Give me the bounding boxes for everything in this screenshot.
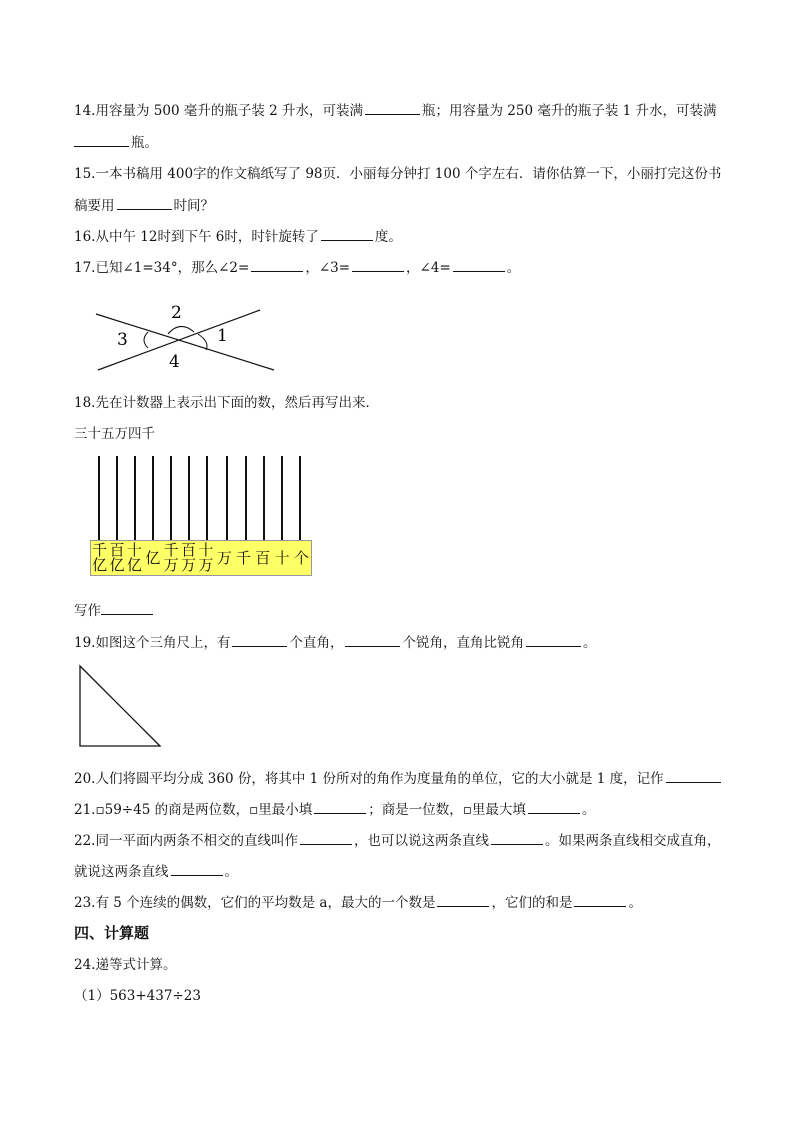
q18-text: 18.先在计数器上表示出下面的数，然后再写出来． (74, 395, 379, 411)
question-23 (74, 893, 642, 912)
rod-3[interactable] (134, 456, 136, 540)
q17-answer-blank-angle4[interactable] (453, 258, 505, 272)
rod-5[interactable] (170, 456, 172, 540)
q14-text-end: 瓶。 (131, 135, 158, 151)
angle-label-4: 4 (169, 352, 180, 372)
question-15-line-1 (74, 165, 721, 183)
section-4-heading: 四、计算题 (74, 924, 150, 942)
q15-text-2b: 时间？ (173, 198, 214, 214)
place-label: 百万 (180, 541, 196, 574)
intersecting-lines-figure (88, 298, 280, 374)
place-label: 百 (255, 548, 271, 567)
q22-answer-blank-2[interactable] (491, 831, 543, 845)
q15-text-1: 15.一本书稿用 400字的作文稿纸写了 98页．小丽每分钟打 100 个字左右．请你估算一下，小丽打完这份书 (74, 166, 722, 182)
q19-answer-blank-compare[interactable] (526, 633, 581, 647)
q17-answer-blank-angle2[interactable] (251, 258, 303, 272)
q19-answer-blank-right-angles[interactable] (232, 633, 287, 647)
rod-7[interactable] (206, 456, 208, 540)
q21-answer-blank-min[interactable] (314, 800, 366, 814)
q21-text-c: 。 (581, 802, 596, 818)
counting-frame (90, 456, 312, 576)
place-label: 个 (293, 548, 309, 567)
question-22-line-2 (74, 862, 238, 881)
rod-8[interactable] (226, 456, 228, 540)
q23-text-c: 。 (628, 895, 642, 911)
rod-6[interactable] (188, 456, 190, 540)
rod-4[interactable] (152, 456, 154, 540)
q16-text-a: 16.从中午 12时到下午 6时，时针旋转了 (74, 229, 319, 245)
q23-text-b: ，它们的和是 (491, 895, 573, 911)
q22-text-1b: ，也可以说这两条直线 (353, 833, 489, 849)
q20-text: 20.人们将圆平均分成 360 份，将其中 1 份所对的角作为度量角的单位，它的大小就是 1 度，记作 (74, 771, 664, 787)
q19-text-b: 个直角， (289, 635, 344, 651)
question-24-item-1: （1）563+437÷23 (74, 988, 201, 1004)
place-value-labels (90, 540, 312, 576)
q22-answer-blank-1[interactable] (300, 831, 352, 845)
q21-answer-blank-max[interactable] (528, 800, 580, 814)
angle-arc-2 (168, 326, 194, 334)
place-label: 万 (216, 548, 232, 567)
rod-1[interactable] (98, 456, 100, 540)
rod-11[interactable] (281, 456, 283, 540)
q17-text-b: ，∠3= (305, 260, 351, 276)
q14-text-b: 瓶；用容量为 250 毫升的瓶子装 1 升水，可装满 (422, 103, 717, 119)
place-label: 百亿 (109, 541, 125, 574)
q15-answer-blank[interactable] (117, 196, 172, 210)
question-24: 24.递等式计算。 (74, 957, 177, 973)
place-label: 千亿 (92, 541, 108, 574)
angle-label-1: 1 (217, 326, 228, 346)
question-14-line-1 (74, 101, 717, 120)
angle-label-2: 2 (171, 303, 182, 323)
q23-answer-blank-sum[interactable] (574, 893, 626, 907)
q18-answer-blank[interactable] (101, 601, 153, 615)
q22-text-2a: 就说这两条直线 (74, 864, 169, 880)
q21-text-b: ；商是一位数，▫里最大填 (368, 802, 526, 818)
place-label: 亿 (145, 548, 161, 567)
q19-text-c: 个锐角，直角比锐角 (402, 635, 524, 651)
place-label: 十万 (198, 541, 214, 574)
q17-text-a: 17.已知∠1=34°，那么∠2= (74, 260, 250, 276)
angle-arc-3 (144, 332, 148, 348)
rod-12[interactable] (299, 456, 301, 540)
q14-answer-blank-1[interactable] (365, 101, 420, 115)
place-label: 十亿 (126, 541, 142, 574)
q17-answer-blank-angle3[interactable] (352, 258, 404, 272)
q16-answer-blank[interactable] (321, 227, 373, 241)
question-22-line-1 (74, 831, 720, 850)
q14-text-a: 14.用容量为 500 毫升的瓶子装 2 升水，可装满 (74, 103, 363, 119)
q23-answer-blank-largest[interactable] (437, 893, 489, 907)
q18-write-label: 写作 (74, 603, 101, 619)
counting-frame-rods (90, 456, 312, 540)
question-15-line-2 (74, 196, 214, 215)
q21-text-a: 21.▫59÷45 的商是两位数，▫里最小填 (74, 802, 313, 818)
q18-write-line (74, 601, 155, 620)
q22-text-1c: 。如果两条直线相交成直角， (544, 833, 721, 849)
q19-text-a: 19.如图这个三角尺上，有 (74, 635, 231, 651)
question-16 (74, 227, 402, 246)
place-label: 十 (274, 548, 290, 567)
rod-10[interactable] (263, 456, 265, 540)
q23-text-a: 23.有 5 个连续的偶数，它们的平均数是 a，最大的一个数是 (74, 895, 436, 911)
question-17 (74, 258, 520, 277)
q16-text-b: 度。 (374, 229, 402, 245)
q22-text-2b: 。 (224, 864, 238, 880)
q22-text-1a: 22.同一平面内两条不相交的直线叫作 (74, 833, 298, 849)
q18-number-words: 三十五万四千 (74, 426, 155, 442)
place-label: 千 (235, 548, 251, 567)
q22-answer-blank-3[interactable] (171, 862, 223, 876)
place-label: 千万 (163, 541, 179, 574)
q17-text-d: 。 (506, 260, 521, 276)
triangle-ruler-figure (78, 664, 164, 750)
q14-answer-blank-2[interactable] (74, 133, 129, 147)
q19-text-d: 。 (582, 635, 597, 651)
question-21 (74, 800, 595, 819)
question-19 (74, 633, 596, 652)
q19-answer-blank-acute-angles[interactable] (345, 633, 400, 647)
q17-text-c: ，∠4= (406, 260, 451, 276)
angle-label-3: 3 (117, 330, 128, 350)
right-triangle (80, 666, 160, 746)
question-18 (74, 394, 379, 412)
rod-2[interactable] (116, 456, 118, 540)
q15-text-2a: 稿要用 (74, 198, 115, 214)
q20-answer-blank[interactable] (666, 769, 721, 783)
question-20 (74, 769, 723, 788)
rod-9[interactable] (245, 456, 247, 540)
question-14-line-2 (74, 133, 158, 152)
